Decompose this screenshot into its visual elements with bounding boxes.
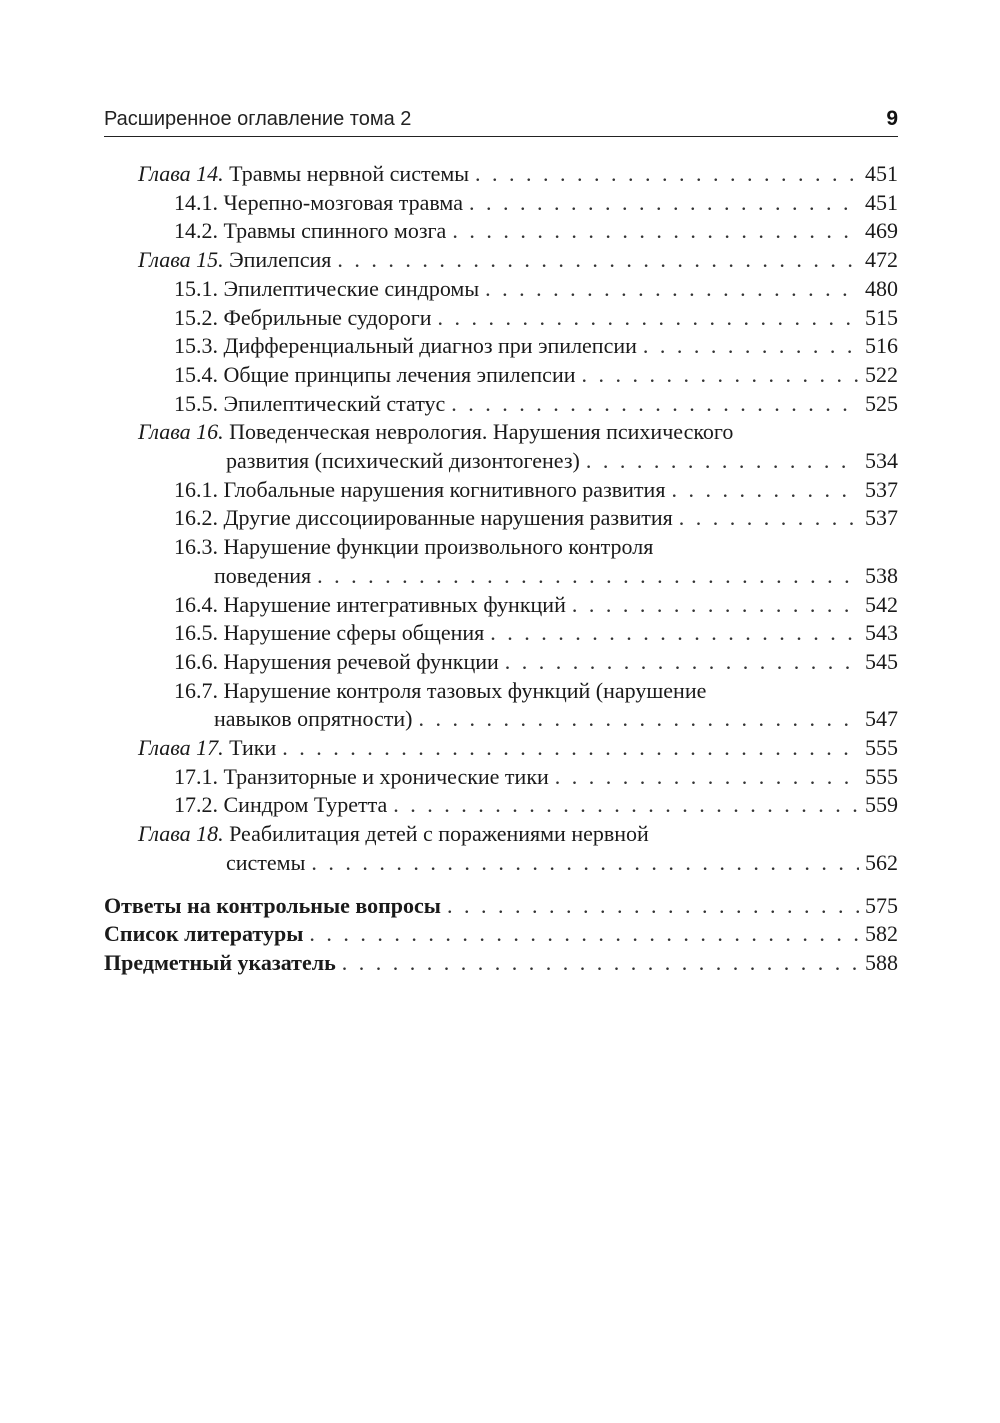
toc-page-number: 480 <box>865 275 898 301</box>
toc-section-16-7-continued[interactable] <box>104 705 898 734</box>
toc-section-16-6[interactable] <box>104 648 898 677</box>
toc-references[interactable] <box>104 920 898 949</box>
toc-entry-title: Список литературы <box>104 921 304 947</box>
chapter-prefix: Глава 15. <box>138 247 224 273</box>
toc-entry-title-continued: развития (психический дизонтогенез) <box>226 448 580 474</box>
leader-dots <box>451 390 859 419</box>
running-header <box>104 106 898 137</box>
toc-page-number: 545 <box>865 648 898 674</box>
toc-section-14-2[interactable] <box>104 217 898 246</box>
toc-page-number: 525 <box>865 390 898 416</box>
toc-entry-title: 16.1. Глобальные нарушения когнитивного развития <box>174 476 666 502</box>
toc-entry-title: Тики <box>229 735 277 761</box>
leader-dots <box>490 619 859 648</box>
leader-dots <box>671 476 859 505</box>
toc-entry-title: 17.2. Синдром Туретта <box>174 792 388 818</box>
toc-chapter-18[interactable] <box>104 820 898 849</box>
leader-dots <box>282 734 859 763</box>
toc-section-14-1[interactable] <box>104 189 898 218</box>
toc-entry-title: 16.3. Нарушение функции произвольного контроля <box>174 534 654 560</box>
leader-dots <box>309 920 859 949</box>
toc-section-15-2[interactable] <box>104 304 898 333</box>
toc-answers[interactable] <box>104 892 898 921</box>
toc-page-number: 472 <box>865 247 898 273</box>
toc-page-number: 575 <box>865 892 898 918</box>
toc-section-17-2[interactable] <box>104 791 898 820</box>
leader-dots <box>452 217 859 246</box>
section-gap <box>104 878 898 892</box>
toc-page-number: 547 <box>865 706 898 732</box>
toc-section-16-5[interactable] <box>104 619 898 648</box>
toc-chapter-16-continued[interactable] <box>104 447 898 476</box>
chapter-prefix: Глава 14. <box>138 161 224 186</box>
table-of-contents <box>104 160 898 978</box>
toc-entry-title: Реабилитация детей с поражениями нервной <box>229 821 649 847</box>
toc-section-15-5[interactable] <box>104 390 898 419</box>
toc-chapter-15[interactable] <box>104 246 898 275</box>
toc-entry-title: 14.2. Травмы спинного мозга <box>174 218 447 244</box>
toc-section-16-2[interactable] <box>104 504 898 533</box>
toc-page-number: 451 <box>865 189 898 215</box>
toc-entry-title: 16.4. Нарушение интегративных функций <box>174 591 566 617</box>
page-number: 9 <box>886 107 898 130</box>
leader-dots <box>317 562 859 591</box>
leader-dots <box>342 949 859 978</box>
toc-entry-title: Эпилепсия <box>229 247 332 273</box>
toc-section-16-7[interactable] <box>104 677 898 706</box>
leader-dots <box>311 849 859 878</box>
toc-page-number: 537 <box>865 505 898 531</box>
toc-section-16-1[interactable] <box>104 476 898 505</box>
toc-entry-title: 15.2. Фебрильные судороги <box>174 304 432 330</box>
leader-dots <box>469 189 859 218</box>
leader-dots <box>582 361 860 390</box>
toc-entry-title: 15.4. Общие принципы лечения эпилепсии <box>174 361 576 387</box>
leader-dots <box>337 246 859 275</box>
toc-page-number: 469 <box>865 218 898 244</box>
toc-page-number: 515 <box>865 304 898 330</box>
toc-page-number: 582 <box>865 921 898 947</box>
chapter-prefix: Глава 18. <box>138 821 224 847</box>
toc-page-number: 543 <box>865 620 898 646</box>
toc-page-number: 588 <box>865 949 898 975</box>
toc-page-number: 562 <box>865 849 898 875</box>
leader-dots <box>586 447 859 476</box>
toc-entry-title: 16.7. Нарушение контроля тазовых функций (нарушение <box>174 677 707 703</box>
toc-page-number: 522 <box>865 361 898 387</box>
toc-entry-title: Предметный указатель <box>104 949 336 975</box>
toc-entry-title-continued: поведения <box>214 562 312 588</box>
toc-chapter-18-continued[interactable] <box>104 849 898 878</box>
toc-page-number: 555 <box>865 735 898 761</box>
leader-dots <box>555 763 859 792</box>
toc-entry-title-continued: системы <box>226 849 306 875</box>
leader-dots <box>485 275 859 304</box>
leader-dots <box>447 892 859 921</box>
toc-entry-title: 14.1. Черепно-мозговая травма <box>174 189 463 215</box>
running-header-title: Расширенное оглавление тома 2 <box>104 108 412 130</box>
leader-dots <box>438 304 859 333</box>
toc-page-number: 542 <box>865 591 898 617</box>
leader-dots <box>505 648 859 677</box>
toc-subject-index[interactable] <box>104 949 898 978</box>
toc-entry-title: Травмы нервной системы <box>229 161 470 186</box>
leader-dots <box>643 332 859 361</box>
toc-entry-title: 16.5. Нарушение сферы общения <box>174 620 485 646</box>
toc-page-number: 538 <box>865 562 898 588</box>
toc-entry-title: 17.1. Транзиторные и хронические тики <box>174 763 549 789</box>
toc-entry-title: 15.1. Эпилептические синдромы <box>174 275 480 301</box>
toc-page-number: 537 <box>865 476 898 502</box>
toc-entry-title: 15.3. Дифференциальный диагноз при эпилепсии <box>174 333 637 359</box>
toc-chapter-16[interactable] <box>104 418 898 447</box>
toc-entry-title: Ответы на контрольные вопросы <box>104 892 441 918</box>
toc-section-15-1[interactable] <box>104 275 898 304</box>
chapter-prefix: Глава 16. <box>138 419 224 445</box>
toc-chapter-14[interactable] <box>104 160 898 189</box>
leader-dots <box>418 705 859 734</box>
toc-section-15-3[interactable] <box>104 332 898 361</box>
toc-section-15-4[interactable] <box>104 361 898 390</box>
leader-dots <box>393 791 859 820</box>
toc-page-number: 516 <box>865 333 898 359</box>
leader-dots <box>679 504 859 533</box>
toc-page-number: 534 <box>865 448 898 474</box>
toc-page-number: 555 <box>865 763 898 789</box>
toc-page-number: 559 <box>865 792 898 818</box>
toc-section-17-1[interactable] <box>104 763 898 792</box>
toc-section-16-3-continued[interactable] <box>104 562 898 591</box>
toc-section-16-4[interactable] <box>104 591 898 620</box>
toc-entry-title: Поведенческая неврология. Нарушения психического <box>229 419 734 445</box>
leader-dots <box>475 160 859 189</box>
toc-entry-title: 15.5. Эпилептический статус <box>174 390 446 416</box>
toc-section-16-3[interactable] <box>104 533 898 562</box>
toc-entry-title-continued: навыков опрятности) <box>214 706 413 732</box>
chapter-prefix: Глава 17. <box>138 735 224 761</box>
toc-chapter-17[interactable] <box>104 734 898 763</box>
toc-entry-title: 16.6. Нарушения речевой функции <box>174 648 499 674</box>
toc-entry-title: 16.2. Другие диссоциированные нарушения развития <box>174 505 673 531</box>
leader-dots <box>572 591 859 620</box>
toc-page-number: 451 <box>865 161 898 186</box>
